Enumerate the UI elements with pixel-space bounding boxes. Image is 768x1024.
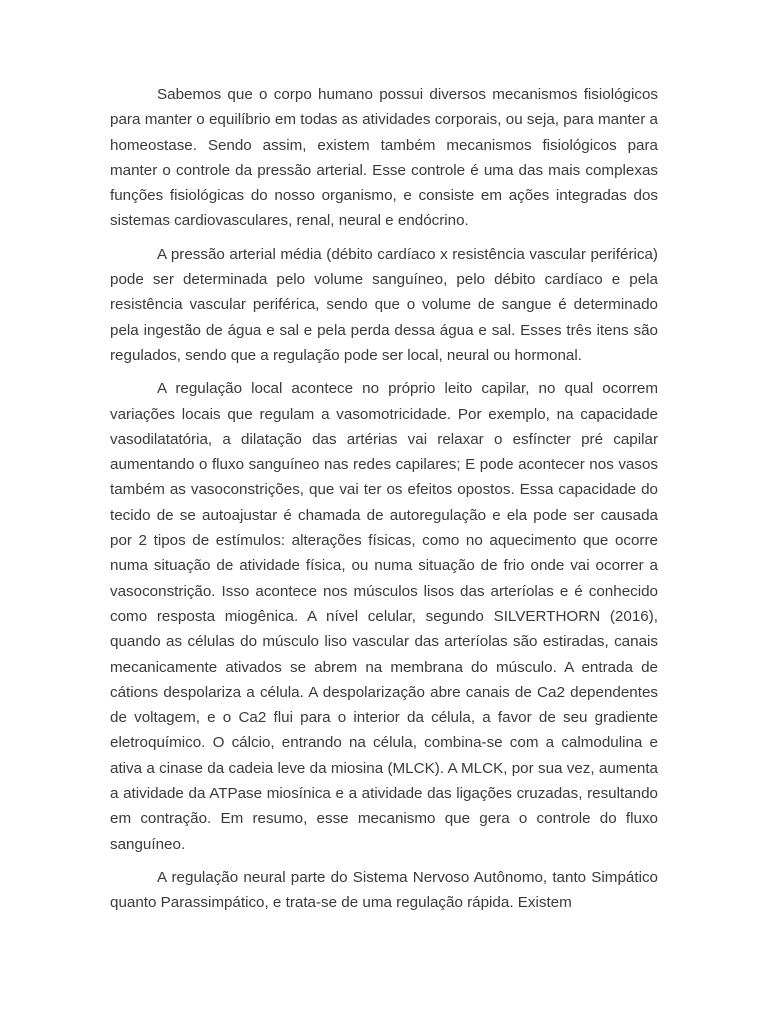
paragraph-regulacao-neural: A regulação neural parte do Sistema Nervoso Autônomo, tanto Simpático quanto Parassimpático, e trata-se de uma regulação rápida. Existem (110, 868, 658, 912)
paragraph-pressao-arterial-media: A pressão arterial média (débito cardíaco x resistência vascular periférica) pode ser determinada pelo volume sanguíneo, pelo débito cardíaco e pela resistência vascular periférica, sendo que o volume de sangue é determinado pela ingestão de água e sal e pela perda dessa água e sal. Esses três itens são regulados, sendo que a regulação pode ser local, neural ou hormonal. (110, 245, 658, 364)
paragraph-homeostase: Sabemos que o corpo humano possui diversos mecanismos fisiológicos para manter o equilíbrio em todas as atividades corporais, ou seja, para manter a homeostase. Sendo assim, existem também mecanismos fisiológicos para manter o controle da pressão arterial. Esse controle é uma das mais complexas funções fisiológicas do nosso organismo, e consiste em ações integradas dos sistemas cardiovasculares, renal, neural e endócrino. (110, 86, 658, 230)
paragraph-regulacao-local: A regulação local acontece no próprio leito capilar, no qual ocorrem variações locais que regulam a vasomotricidade. Por exemplo, na capacidade vasodilatatória, a dilatação das artérias vai relaxar o esfíncter pré capilar aumentando o fluxo sanguíneo nas redes capilares; E pode acontecer nos vasos também as vasoconstrições, que vai ter os efeitos opostos. Essa capacidade do tecido de se autoajustar é chamada de autoregulação e ela pode ser causada por 2 tipos de estímulos: alterações físicas, como no aquecimento que ocorre numa situação de atividade física, ou numa situação de frio onde vai ocorrer a vasoconstrição. Isso acontece nos músculos lisos das arteríolas e é conhecido como resposta miogênica. A nível celular, segundo SILVERTHORN (2016), quando as células do músculo liso vascular das arteríolas são estiradas, canais mecanicamente ativados se abrem na membrana do músculo. A entrada de cátions despolariza a célula. A despolarização abre canais de Ca2 dependentes de voltagem, e o Ca2 flui para o interior da célula, a favor de seu gradiente eletroquímico. O cálcio, entrando na célula, combina-se com a calmodulina e ativa a cinase da cadeia leve da miosina (MLCK). A MLCK, por sua vez, aumenta a atividade da ATPase miosínica e a atividade das ligações cruzadas, resultando em contração. Em resumo, esse mecanismo que gera o controle do fluxo sanguíneo. (110, 380, 658, 853)
document-body (110, 82, 658, 924)
